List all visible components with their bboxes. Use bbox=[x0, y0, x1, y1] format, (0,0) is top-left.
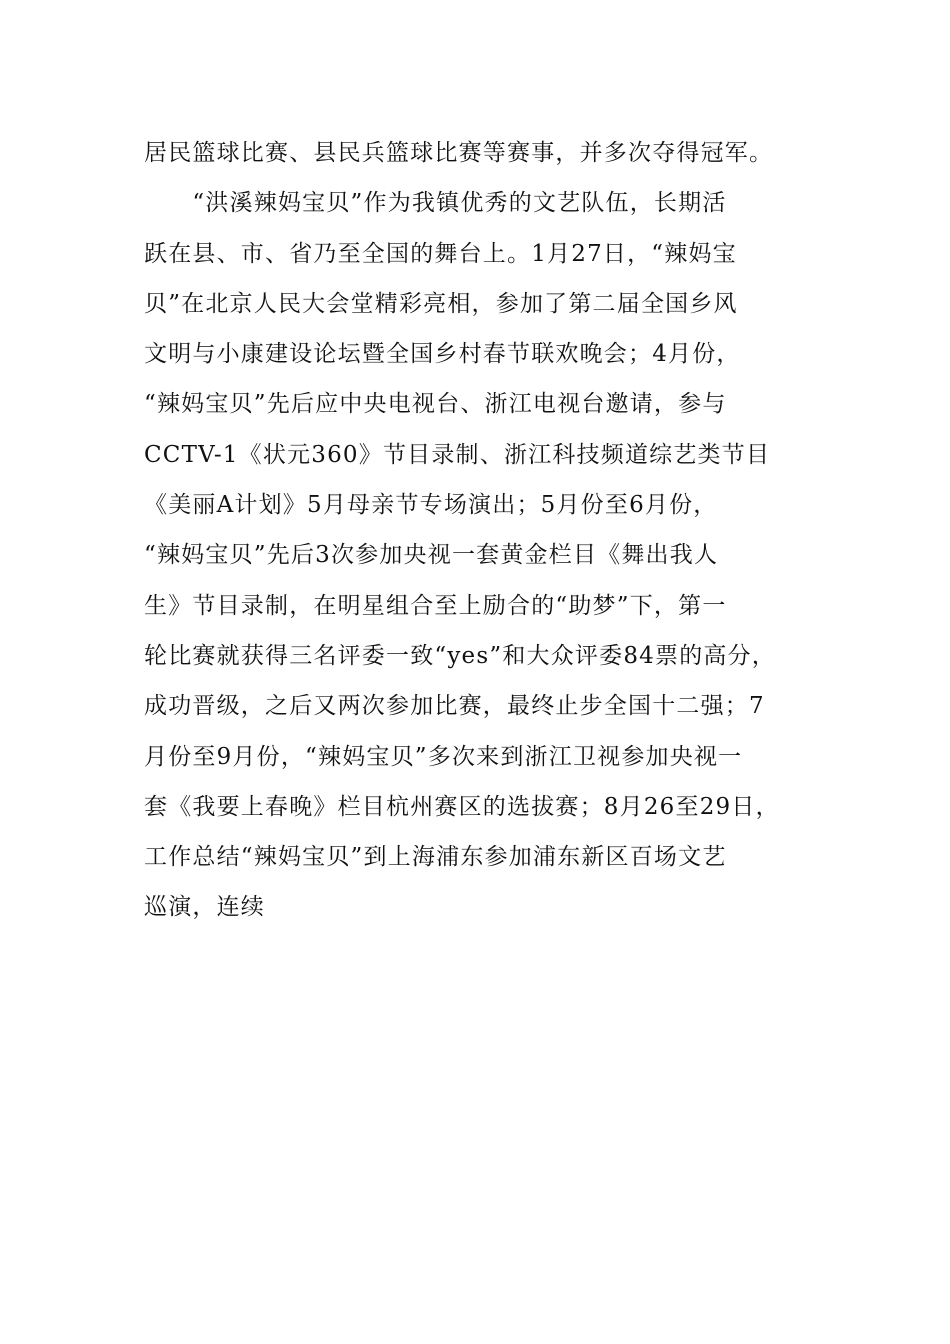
text-line-10: 生》节目录制，在明星组合至上励合的“助梦”下，第一 bbox=[144, 592, 727, 619]
text-line-3: 跃在县、市、省乃至全国的舞台上。1月27日，“辣妈宝 bbox=[144, 240, 737, 267]
text-line-11: 轮比赛就获得三名评委一致“yes”和大众评委84票的高分， bbox=[144, 642, 776, 669]
text-line-16: 巡演，连续 bbox=[144, 894, 265, 921]
text-line-15: 工作总结“辣妈宝贝”到上海浦东参加浦东新区百场文艺 bbox=[144, 844, 727, 871]
text-line-12: 成功晋级，之后又两次参加比赛，最终止步全国十二强；7 bbox=[144, 693, 765, 720]
text-line-6: “辣妈宝贝”先后应中央电视台、浙江电视台邀请，参与 bbox=[144, 391, 727, 418]
text-line-14: 套《我要上春晚》栏目杭州赛区的选拔赛；8月26至29日， bbox=[144, 793, 780, 820]
text-line-7: CCTV-1《状元360》节目录制、浙江科技频道综艺类节目 bbox=[144, 441, 771, 468]
text-line-1: 居民篮球比赛、县民兵篮球比赛等赛事，并多次夺得冠军。 bbox=[144, 140, 774, 166]
body-text bbox=[144, 128, 824, 933]
text-line-2: “洪溪辣妈宝贝”作为我镇优秀的文艺队伍，长期活 bbox=[144, 190, 727, 217]
text-line-4: 贝”在北京人民大会堂精彩亮相，参加了第二届全国乡风 bbox=[144, 290, 738, 317]
text-line-8: 《美丽A计划》5月母亲节专场演出；5月份至6月份， bbox=[144, 492, 718, 519]
text-line-13: 月份至9月份，“辣妈宝贝”多次来到浙江卫视参加央视一 bbox=[144, 743, 743, 770]
text-line-9: “辣妈宝贝”先后3次参加央视一套黄金栏目《舞出我人 bbox=[144, 542, 719, 569]
text-line-5: 文明与小康建设论坛暨全国乡村春节联欢晚会；4月份， bbox=[144, 341, 741, 368]
